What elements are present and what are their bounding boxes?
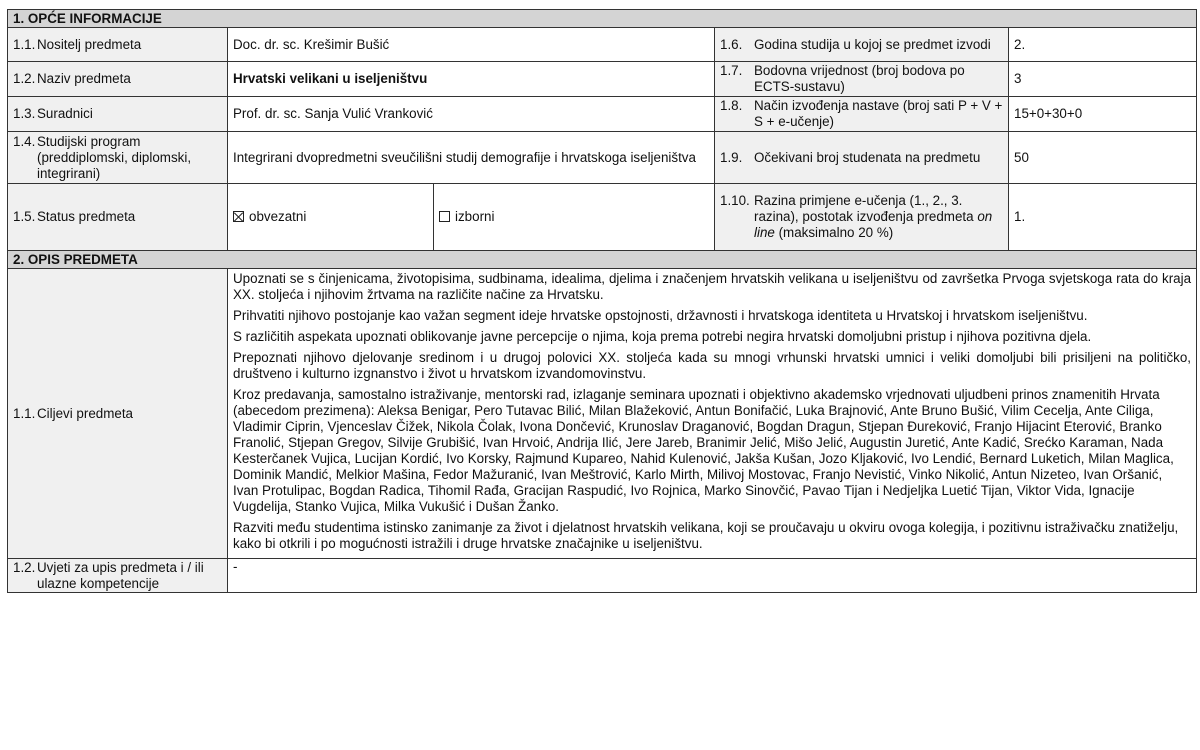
value-course-holder: Doc. dr. sc. Krešimir Bušić — [228, 28, 715, 62]
option-label: izborni — [455, 209, 495, 224]
label-study-year — [715, 28, 1009, 62]
value-associates: Prof. dr. sc. Sanja Vulić Vranković — [228, 97, 715, 132]
label-enrollment-conditions — [8, 559, 228, 593]
section-header-general — [8, 10, 1197, 28]
table-row — [8, 184, 1197, 251]
value-teaching-mode: 15+0+30+0 — [1009, 97, 1197, 132]
row-label: Studijski program (preddiplomski, diplomski, integrirani) — [37, 133, 192, 181]
table-row — [8, 559, 1197, 593]
row-label: Godina studija u kojoj se predmet izvodi — [754, 36, 991, 52]
label-course-holder — [8, 28, 228, 62]
label-study-program — [8, 132, 228, 184]
row-label-part: (maksimalno 20 %) — [774, 225, 894, 240]
goal-paragraph: Kroz predavanja, samostalno istraživanje, mentorski rad, izlaganje seminara upoznati i objektivno akademsko vrjednovati uljudbeni prinos znamenitih Hrvata (abecedom prezimena): Aleksa Benigar, Pero Tutavac Bilić, Milan Blažeković, Antun Bonifačić, Luka Brajnović, Ante Bruno Bušić, Vilim Cecelja, Ante Ciliga, Vladimir Ciprin, Vjenceslav Čižek, Nikola Čolak, Ivona Dončević, Krunoslav Draganović, Bogdan Dragun, Stjepan Đureković, Franjo Hijacint Eterović, Branko Franolić, Stjepan Gregov, Silvije Grubišić, Ivan Hrvoić, Andrija Ilić, Jere Jareb, Branimir Jelić, Mišo Jelić, Augustin Juretić, Ante Kadić, Srećko Karaman, Nada Kesterčanek Vujica, Lucijan Kordić, Ivo Korsky, Rajmund Kupareo, Nahid Kulenović, Jakša Kušan, Jozo Kljaković, Ivo Lendić, Bernard Luketich, Milan Maglica, Dominik Mandić, Melkior Mašina, Fedor Mažuranić, Ivan Meštrović, Karlo Mirth, Milivoj Mostovac, Franjo Nevistić, Vinko Nikolić, Antun Nizeteo, Ivan Oršanić, Ivan Protulipac, Bogdan Radica, Tihomil Rađa, Gracijan Raspudić, Ivo Rojnica, Marko Sinovčić, Pavao Tijan i Nedjeljka Luetić Tijan, Viktor Vida, Ignacije Vugdelija, Stanko Vujica, Milka Vukušić i Dušan Žanko. — [233, 387, 1174, 514]
row-number: 1.8. — [720, 98, 743, 113]
row-label: Ciljevi predmeta — [37, 405, 134, 421]
value-study-program: Integrirani dvopredmetni sveučilišni studij demografije i hrvatskoga iseljeništva — [228, 132, 715, 184]
row-number: 1.10. — [720, 193, 750, 208]
course-info-table — [7, 9, 1197, 593]
empty-checkbox-icon[interactable] — [439, 211, 450, 222]
row-number: 1.6. — [720, 36, 743, 52]
row-label: Način izvođenja nastave (broj sati P + V + S + e-učenje) — [754, 98, 1003, 129]
label-associates — [8, 97, 228, 132]
label-teaching-mode — [715, 97, 1009, 132]
table-row — [8, 97, 1197, 132]
row-label: Naziv predmeta — [37, 71, 131, 86]
label-course-status — [8, 184, 228, 251]
row-label: Uvjeti za upis predmeta i / ili ulazne kompetencije — [37, 559, 204, 591]
value-expected-students: 50 — [1009, 132, 1197, 184]
row-label: Nositelj predmeta — [37, 36, 142, 52]
label-course-goals — [8, 269, 228, 559]
table-row — [8, 28, 1197, 62]
row-label: Status predmeta — [37, 209, 136, 224]
label-ects-points — [715, 62, 1009, 97]
row-label-part: Razina primjene e-učenja (1., 2., 3. razina), postotak izvođenja predmeta — [754, 193, 978, 224]
row-number: 1.1. — [13, 36, 36, 52]
option-elective[interactable] — [434, 184, 715, 251]
table-row — [8, 269, 1197, 559]
row-number: 1.5. — [13, 209, 36, 224]
option-mandatory[interactable] — [228, 184, 434, 251]
row-label: Suradnici — [37, 106, 93, 121]
section-title: 1. OPĆE INFORMACIJE — [8, 10, 1197, 28]
value-ects-points: 3 — [1009, 62, 1197, 97]
row-number: 1.2. — [13, 559, 36, 575]
label-expected-students — [715, 132, 1009, 184]
row-number: 1.2. — [13, 71, 36, 86]
goal-paragraph: Upoznati se s činjenicama, životopisima, sudbinama, idealima, djelima i značenjem hrvatskih velikana u iseljeništvu od završetka Prvoga svjetskoga rata do kraja XX. stoljeća i njihovim žrtvama na različite načine za Hrvatsku. — [233, 271, 1192, 302]
checked-checkbox-icon[interactable] — [233, 211, 244, 222]
value-elearning-level: 1. — [1009, 184, 1197, 251]
goal-paragraph: Prihvatiti njihovo postojanje kao važan segment ideje hrvatske opstojnosti, državnosti i hrvatskoga identiteta u Hrvatskoj i hrvatskom iseljeništvu. — [233, 308, 1088, 323]
goal-paragraph: S različitih aspekata upoznati oblikovanje javne percepcije o njima, koja prema potrebi negira hrvatski domoljubni pristup i njihova pozitivna djela. — [233, 329, 1092, 344]
table-row — [8, 132, 1197, 184]
row-number: 1.3. — [13, 106, 36, 121]
value-study-year: 2. — [1009, 28, 1197, 62]
option-label: obvezatni — [249, 209, 307, 224]
label-elearning-level — [715, 184, 1009, 251]
row-label — [754, 193, 1003, 241]
value-enrollment-conditions: - — [228, 559, 1197, 593]
section-title: 2. OPIS PREDMETA — [8, 251, 1197, 269]
row-number: 1.1. — [13, 405, 36, 421]
row-number: 1.9. — [720, 149, 743, 165]
row-label: Očekivani broj studenata na predmetu — [754, 149, 981, 165]
table-row — [8, 62, 1197, 97]
row-number: 1.7. — [720, 63, 743, 78]
goal-paragraph: Prepoznati njihovo djelovanje sredinom i u drugoj polovici XX. stoljeća kada su mnogi vrhunski hrvatski umnici i veliki domoljubi bili prisiljeni na političko, društveno i kulturno izgnanstvo i život u hrvatskom izvandomovinstvu. — [233, 350, 1192, 381]
section-header-description — [8, 251, 1197, 269]
row-label: Bodovna vrijednost (broj bodova po ECTS-sustavu) — [754, 63, 965, 94]
row-number: 1.4. — [13, 133, 36, 149]
goal-paragraph: Razviti među studentima istinsko zanimanje za život i djelatnost hrvatskih velikana, koji se proučavaju u okviru ovoga kolegija, i pozitivnu istraživačku znatiželju, kako bi otkrili i po mogućnosti istražili i druge hrvatske značajnike u iseljeništvu. — [233, 520, 1179, 551]
label-course-name — [8, 62, 228, 97]
value-course-name: Hrvatski velikani u iseljeništvu — [228, 62, 715, 97]
row-label-emphasis: on line — [754, 209, 993, 240]
value-course-goals — [228, 269, 1197, 559]
